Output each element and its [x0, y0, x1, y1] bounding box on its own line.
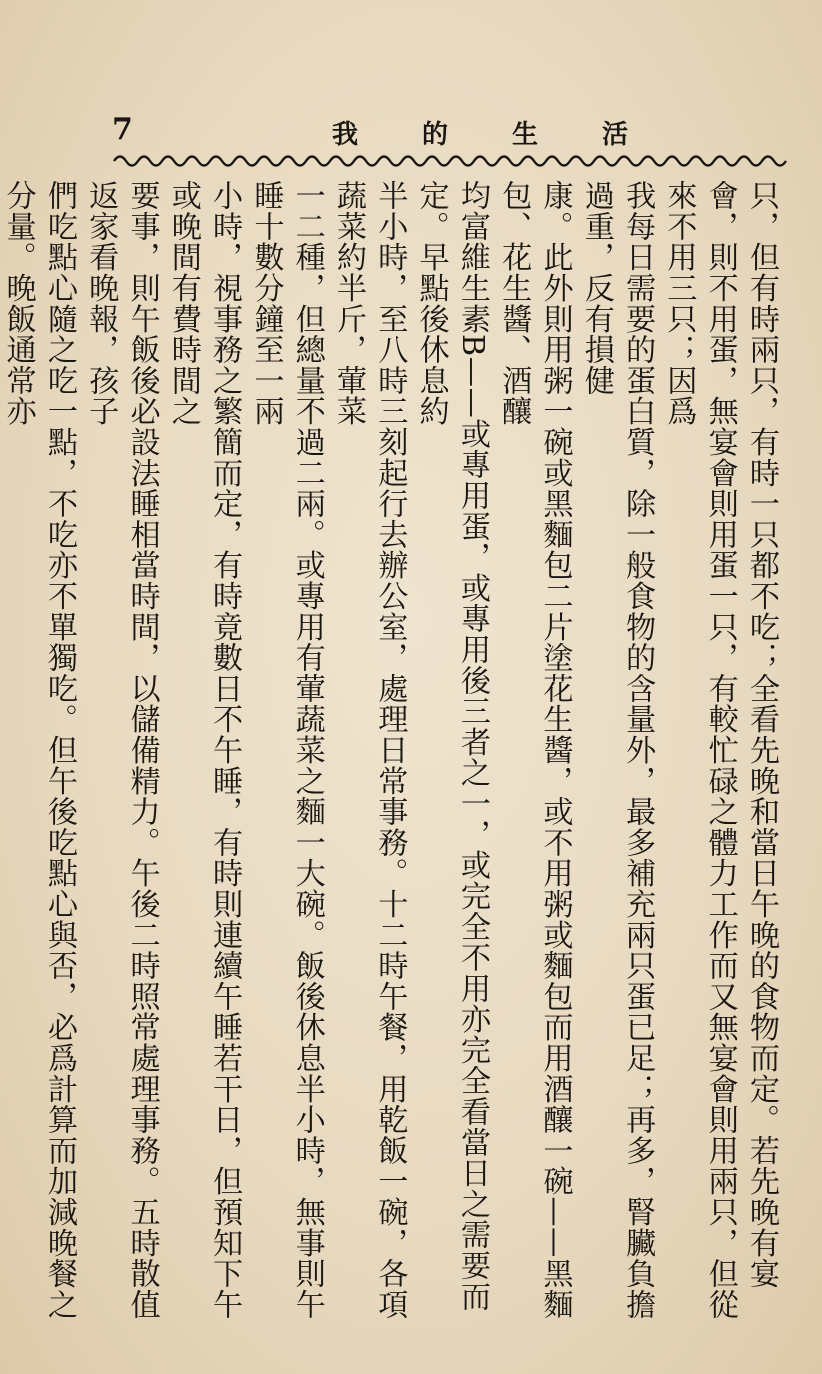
running-title [330, 114, 630, 151]
running-title-char: 我 [331, 120, 358, 150]
body-text: 只，但有時兩只，有時一只都不吃；全看先晚和當日午晚的食物而定。若先晚有宴 會，則不用蛋，無宴會則用蛋一只，有較忙碌之體力工作而又無宴會則用兩只，但從來不用三只；因爲 我每日需要的蛋白質，除一般食物的含量外，最多補充兩只蛋已足；再多，腎臟負擔過重，反有損健 康。此外則用粥一碗或黑麵包二片塗花生醬，或不用粥或麵包而用酒釀一碗——黑麵包、花生醬、酒釀 均富維生素B——或專用蛋，或專用後三者之一，或完全不用亦完全看當日之需要而定。早點後休息約 半小時，至八時三刻起行去辦公室，處理日常事務。十二時午餐，用乾飯一碗，各項蔬菜約半斤，葷菜 一二種，但總量不過二兩。或專用有葷蔬菜之麵一大碗。飯後休息半小時，無事則午睡十數分鐘至一兩 小時，視事務之繁簡而定，有時竟數日不午睡，有時則連續午睡若干日，但預知下午或晚間有費時間之 要事，則午飯後必設法睡相當時間，以儲備精力。午後二時照常處理事務。五時散值返家看晚報，孩子 們吃點心隨之吃一點，不吃亦不單獨吃。但午後吃點心與否，必爲計算而加減晚餐之分量。晚飯通常亦 [0, 180, 779, 1320]
running-title-char: 生 [511, 120, 538, 150]
page-number: 7 [112, 112, 133, 147]
running-title-char: 的 [421, 120, 448, 150]
running-title-char: 活 [601, 120, 628, 150]
wavy-rule [114, 150, 786, 172]
